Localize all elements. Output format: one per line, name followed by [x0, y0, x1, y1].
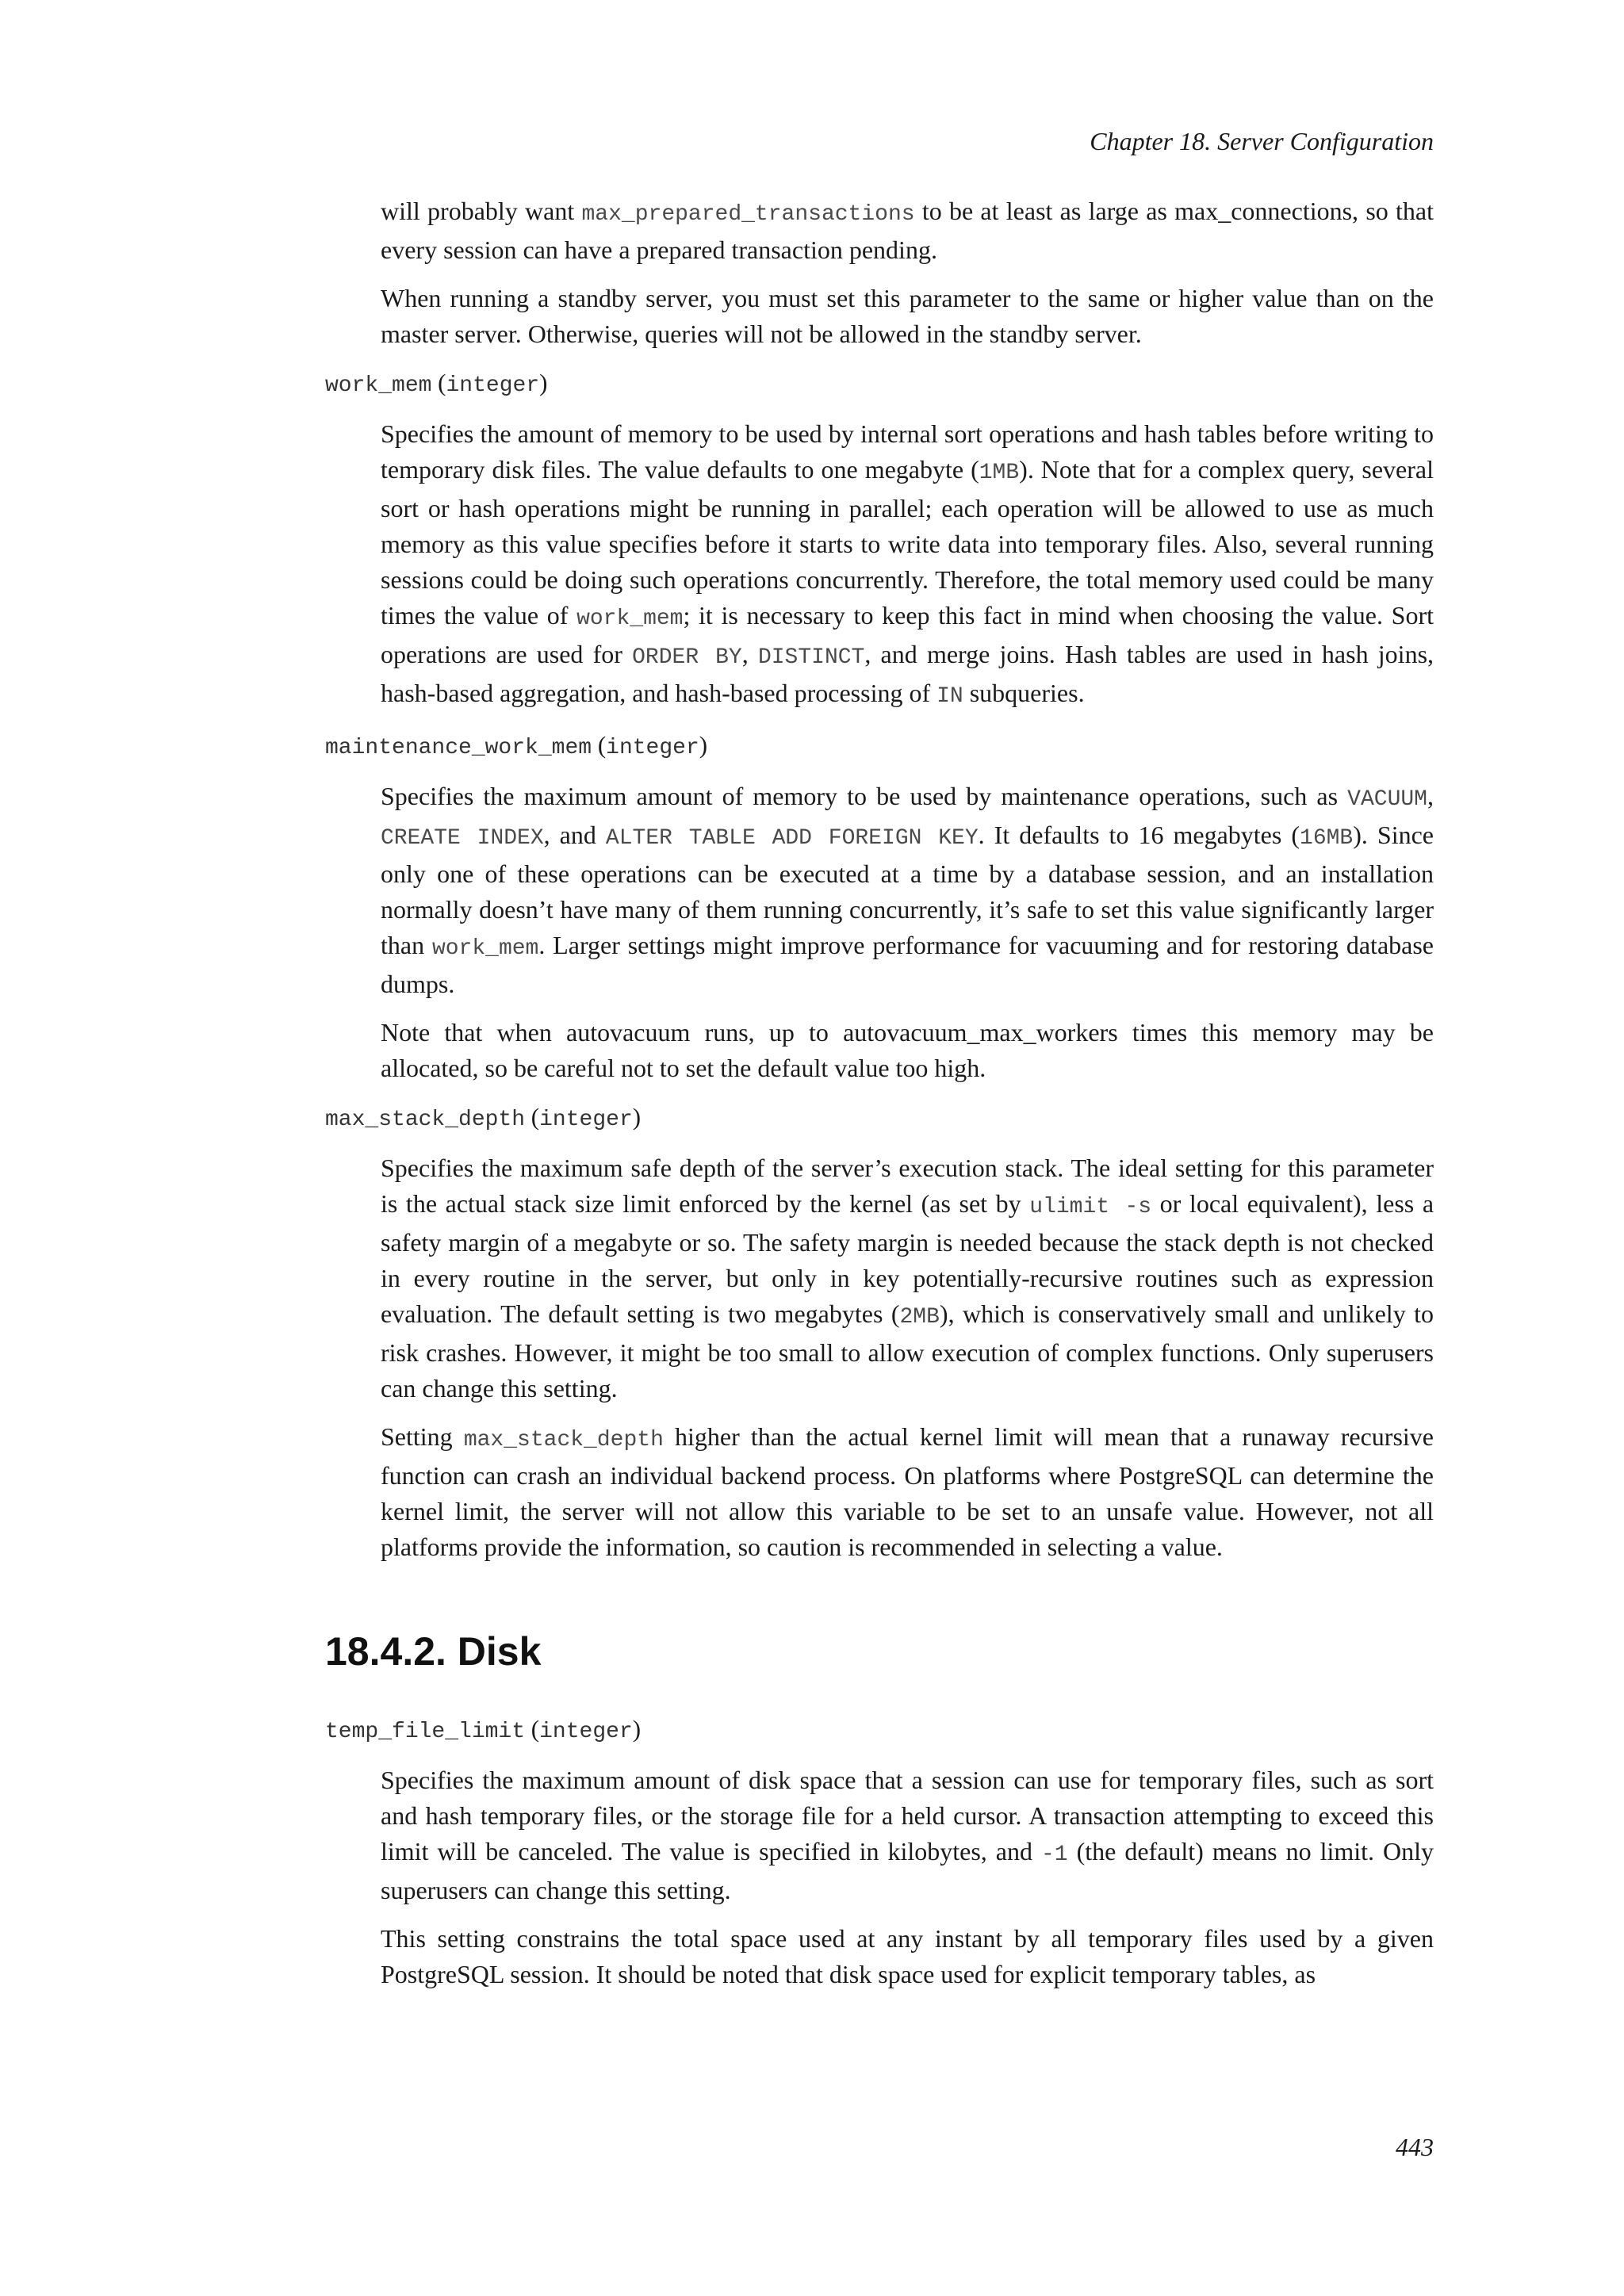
temp-file-limit-description: [381, 1762, 1434, 1908]
term-maintenance-work-mem: [325, 727, 1434, 766]
text-run: Note that when autovacuum runs, up to autovacuum_max_workers times this memory may be allocated, so be careful not to set the default value too high.: [381, 1018, 1434, 1082]
term-type: integer: [539, 1720, 633, 1744]
text-run: Specifies the maximum amount of disk space that a session can use for temporary files, such as sort and hash temporary files, or the storage file for a held cursor. A transaction attempting to exceed this limit will be canceled. The value is specified in kilobytes, and: [381, 1766, 1434, 1866]
term-name: temp_file_limit: [325, 1720, 526, 1744]
text-run: subqueries.: [963, 679, 1085, 707]
intro-paragraph-1: [381, 193, 1434, 268]
text-run: to be at least as large as max_connections, so that every session can have a prepared transaction pending.: [381, 197, 1434, 264]
text-run: ), which is conservatively small and unlikely to risk crashes. However, it might be too small to allow execution of complex functions. Only superusers can change this setting.: [381, 1299, 1434, 1402]
term-work-mem: [325, 365, 1434, 404]
text-run: ,: [741, 640, 758, 668]
code-run: 16MB: [1300, 826, 1354, 851]
term-max-stack-depth: [325, 1099, 1434, 1138]
paren: ): [632, 1715, 642, 1743]
term-temp-file-limit: [325, 1711, 1434, 1750]
paren: (: [525, 1103, 540, 1131]
temp-file-limit-note: [381, 1921, 1434, 1992]
text-run: or local equivalent), less a safety margin of a megabyte or so. The safety margin is needed because the stack depth is not checked in every routine in the server, but only in key potentially-recursive routines such as expression evaluation. The default setting is two megabytes (: [381, 1189, 1434, 1328]
running-header: Chapter 18. Server Configuration: [1090, 127, 1434, 155]
text-run: , and: [543, 821, 606, 849]
term-type: integer: [539, 1108, 633, 1132]
code-run: CREATE INDEX: [381, 826, 544, 851]
text-run: higher than the actual kernel limit will mean that a runaway recursive function can crash an individual backend process. On platforms where PostgreSQL can determine the kernel limit, the server will not allow this variable to be set to an unsafe value. However, not all platforms provide the information, so caution is recommended in selecting a value.: [381, 1422, 1434, 1561]
page-content: [325, 193, 1434, 2005]
text-run: . It defaults to 16 megabytes (: [978, 821, 1300, 849]
term-type: integer: [446, 373, 540, 398]
code-run: max_stack_depth: [463, 1428, 664, 1452]
code-run: IN: [936, 684, 963, 709]
text-run: will probably want: [381, 197, 582, 225]
text-run: This setting constrains the total space used at any instant by all temporary files used by a given PostgreSQL session. It should be noted that disk space used for explicit temporary tables, as: [381, 1924, 1434, 1988]
text-run: ). Note that for a complex query, several sort or hash operations might be running in parallel; each operation will be allowed to use as much memory as this value specifies before it starts to write data into temporary files. Also, several running sessions could be doing such operations concurrently. Therefore, the total memory used could be many times the value of: [381, 455, 1434, 629]
code-run: work_mem: [431, 936, 539, 961]
text-run: ). Since only one of these operations can be executed at a time by a database session, and an installation normally doesn’t have many of them running concurrently, it’s safe to set this value significantly larger than: [381, 821, 1434, 959]
code-run: work_mem: [576, 607, 684, 631]
paren: ): [539, 369, 548, 396]
intro-paragraph-2: [381, 281, 1434, 352]
text-run: Specifies the amount of memory to be used by internal sort operations and hash tables before writing to temporary disk files. The value defaults to one megabyte (: [381, 419, 1434, 484]
text-run: Setting: [381, 1422, 464, 1451]
code-run: DISTINCT: [757, 645, 865, 670]
text-run: Specifies the maximum amount of memory to be used by maintenance operations, such as: [381, 782, 1348, 810]
paren: (: [431, 369, 446, 396]
text-run: , and merge joins. Hash tables are used in hash joins, hash-based aggregation, and hash-based processing of: [381, 640, 1434, 707]
section-heading-disk: 18.4.2. Disk: [325, 1629, 542, 1674]
term-name: work_mem: [325, 373, 432, 398]
text-run: (the default) means no limit. Only superusers can change this setting.: [381, 1837, 1434, 1904]
paren: (: [592, 731, 607, 759]
code-run: 1MB: [979, 461, 1020, 485]
term-name: max_stack_depth: [325, 1108, 526, 1132]
text-run: . Larger settings might improve performance for vacuuming and for restoring database dumps.: [381, 931, 1434, 998]
text-run: ; it is necessary to keep this fact in mind when choosing the value. Sort operations are used for: [381, 601, 1434, 668]
maintenance-work-mem-note: [381, 1015, 1434, 1086]
max-stack-depth-description: [381, 1150, 1434, 1406]
code-run: max_prepared_transactions: [581, 202, 915, 227]
code-run: ORDER BY: [632, 645, 742, 670]
code-run: -1: [1041, 1843, 1068, 1867]
maintenance-work-mem-description: [381, 779, 1434, 1002]
code-run: 2MB: [899, 1305, 940, 1330]
text-run: Specifies the maximum safe depth of the server’s execution stack. The ideal setting for this parameter is the actual stack size limit enforced by the kernel (as set by: [381, 1154, 1434, 1218]
paren: (: [525, 1715, 540, 1743]
code-run: VACUUM: [1347, 787, 1427, 812]
paren: ): [699, 731, 708, 759]
code-run: ulimit -s: [1029, 1195, 1152, 1219]
max-stack-depth-warning: [381, 1419, 1434, 1565]
page-number: 443: [1396, 2133, 1434, 2161]
term-type: integer: [606, 736, 699, 760]
paren: ): [632, 1103, 642, 1131]
text-run: ,: [1427, 782, 1434, 810]
term-name: maintenance_work_mem: [325, 736, 592, 760]
code-run: ALTER TABLE ADD FOREIGN KEY: [605, 826, 979, 851]
work-mem-description: [381, 416, 1434, 714]
text-run: When running a standby server, you must set this parameter to the same or higher value than on the master server. Otherwise, queries will not be allowed in the standby server.: [381, 284, 1434, 348]
